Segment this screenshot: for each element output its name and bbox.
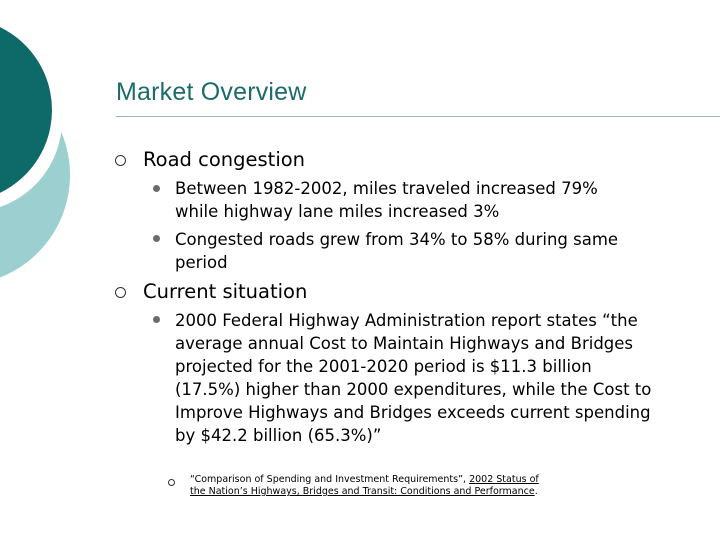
bullet-miles-traveled: Between 1982-2002, miles traveled increased 79% while highway lane miles increased 3% xyxy=(175,179,598,221)
bullet-fhwa-report: 2000 Federal Highway Administration report states “the average annual Cost to Maintain Highways and Bridges projected for the 2001-2020 period is $11.3 billion (17.5%) higher than 2000 expenditures, while the Cost to Improve Highways and Bridges exceeds current spending by $42.2 billion (65.3%)” xyxy=(175,311,652,445)
slide-title: Market Overview xyxy=(116,78,307,106)
citation-source: 2002 Status of the Nation’s Highways, Bridges and Transit: Conditions and Performance xyxy=(190,474,539,497)
citation-suffix: . xyxy=(534,486,538,497)
filled-circle-bullet-icon xyxy=(153,316,160,323)
section-heading-current-situation: Current situation xyxy=(143,280,308,303)
filled-circle-bullet-icon xyxy=(153,185,160,192)
hollow-circle-bullet-icon xyxy=(115,287,126,298)
title-divider xyxy=(116,116,720,117)
hollow-circle-bullet-icon xyxy=(115,155,126,166)
decorative-circles xyxy=(0,0,90,300)
filled-circle-bullet-icon xyxy=(153,235,160,242)
citation xyxy=(190,474,550,498)
citation-prefix: “Comparison of Spending and Investment Requirements”, xyxy=(190,474,467,485)
bullet-congested-roads: Congested roads grew from 34% to 58% during same period xyxy=(175,230,619,272)
section-heading-road-congestion: Road congestion xyxy=(143,148,306,171)
hollow-circle-bullet-icon xyxy=(168,479,175,486)
